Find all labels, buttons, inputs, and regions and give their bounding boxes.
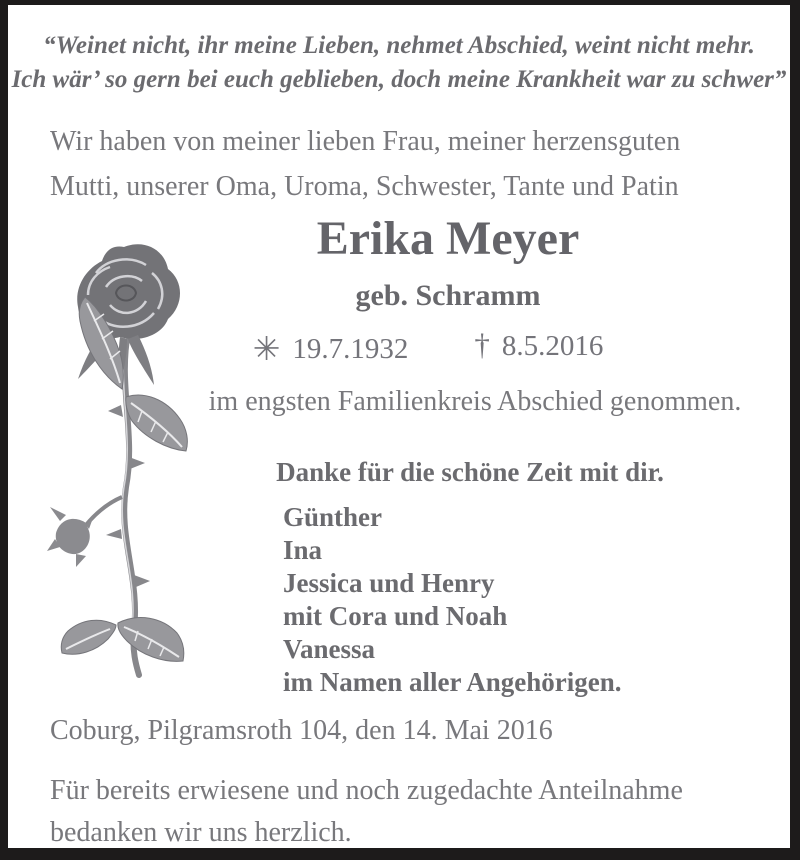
intro-paragraph [50, 119, 760, 209]
intro-line-1: Wir haben von meiner lieben Frau, meiner herzensguten [50, 126, 681, 157]
death-date-group [474, 327, 603, 366]
intro-line-2: Mutti, unserer Oma, Uroma, Schwester, Tante und Patin [50, 171, 679, 202]
rose-bud [47, 497, 122, 567]
birth-date: 19.7.1932 [292, 333, 409, 365]
death-date: 8.5.2016 [501, 330, 604, 362]
mourner-line: Vanessa [283, 634, 376, 664]
closing-line-1: Für bereits erwiesene und noch zugedachte Anteilnahme [50, 775, 683, 806]
place-and-date-line: Coburg, Pilgramsroth 104, den 14. Mai 2016 [50, 715, 553, 746]
maiden-name: geb. Schramm [355, 279, 541, 312]
mourners-list [283, 501, 621, 699]
birth-date-group [253, 327, 409, 366]
thanks-line: Danke für die schöne Zeit mit dir. [276, 457, 664, 487]
closing-line-2: bedanken wir uns herzlich. [50, 817, 352, 848]
quote-line-1: “Weinet nicht, ihr meine Lieben, nehmet Abschied, weint nicht mehr. [43, 32, 755, 59]
obituary-paper [8, 5, 790, 848]
memorial-quote [8, 29, 790, 97]
mourner-line: mit Cora und Noah [283, 601, 508, 631]
rose-leaf-bottom-left [61, 620, 116, 654]
birth-star-icon: ✳ [252, 329, 281, 368]
mourner-line: Ina [283, 535, 323, 565]
mourner-line: im Namen aller Angehörigen. [283, 667, 622, 697]
mourner-line: Günther [283, 502, 383, 532]
mourner-line: Jessica und Henry [283, 568, 495, 598]
life-dates [68, 327, 788, 366]
quote-line-2: Ich wär’ so gern bei euch geblieben, doch meine Krankheit war zu schwer” [11, 66, 787, 93]
closing-paragraph [50, 770, 760, 854]
deceased-name: Erika Meyer [316, 212, 580, 265]
farewell-line: im engsten Familienkreis Abschied genommen. [208, 386, 742, 417]
death-cross-icon: † [474, 327, 490, 362]
rose-leaf-bottom-right [118, 618, 184, 662]
